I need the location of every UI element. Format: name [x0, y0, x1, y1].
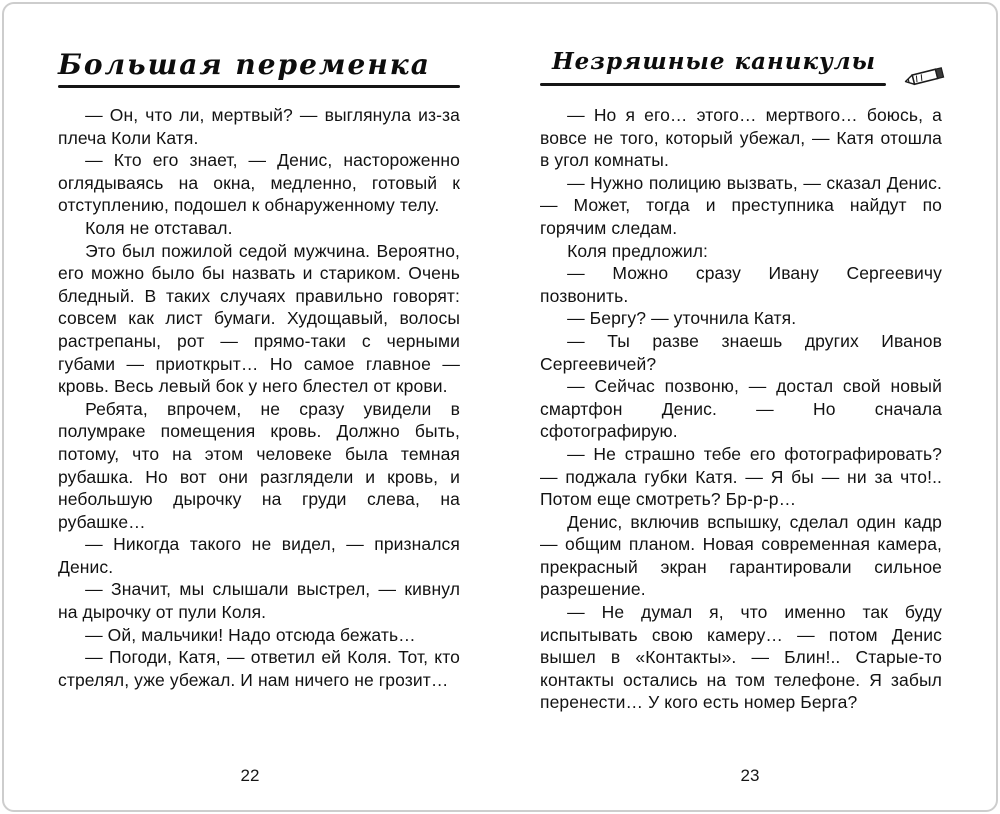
left-page-text [58, 104, 460, 691]
paragraph: — Никогда такого не видел, — признался Денис. [58, 534, 460, 577]
paragraph: — Но я его… этого… мертвого… боюсь, а вовсе не того, который убежал, — Катя отошла в угол комнаты. [540, 105, 942, 171]
paragraph: — Ты разве знаешь других Иванов Сергеевичей? [540, 330, 942, 374]
paragraph: — Ой, мальчики! Надо отсюда бежать… [85, 624, 416, 645]
left-page-number: 22 [240, 766, 260, 785]
paragraph: Денис, включив вспышку, сделал один кадр — общим планом. Новая современная камера, прекрасный экран гарантировали сильное разрешение. [540, 511, 942, 600]
paragraph: — Погоди, Катя, — ответил ей Коля. Тот, кто стрелял, уже убежал. И нам ничего не грозит… [58, 647, 460, 690]
right-page [500, 0, 1000, 814]
right-running-head [540, 48, 942, 90]
paragraph: Коля не отставал. [85, 217, 233, 238]
pencil-icon [902, 64, 948, 90]
right-page-number: 23 [740, 766, 760, 785]
paragraph: Ребята, впрочем, не сразу увидели в полумраке помещения кровь. Должно быть, потому, что на этом человеке была темная рубашка. Но вот они разглядели и кровь, и небольшую дырочку на груди слева, на рубашке… [58, 398, 460, 532]
paragraph: — Сейчас позвоню, — достал свой новый смартфон Денис. — Но сначала сфотографирую. [540, 376, 942, 442]
paragraph: — Кто его знает, — Денис, настороженно оглядываясь на окна, медленно, готовый к отступлению, подошел к обнаруженному телу. [58, 150, 460, 216]
paragraph: — Можно сразу Ивану Сергеевичу позвонить. [540, 263, 942, 306]
paragraph: — Не страшно тебе его фотографировать? — поджала губки Катя. — Я бы — ни за что!.. Потом еще смотреть? Бр-р-р… [540, 443, 942, 510]
left-page-title: Большая переменка [58, 48, 431, 81]
left-running-head [58, 48, 460, 90]
paragraph: — Бергу? — уточнила Катя. [567, 308, 797, 329]
paragraph: Это был пожилой седой мужчина. Вероятно, его можно было бы назвать и стариком. Очень бледный. В таких случаях правильно говорят: совсем как лист бумаги. Худощавый, волосы растрепаны, рот — прямо-таки с черными губами — приоткрыт… Но самое главное — кровь. Весь левый бок у него блестел от крови. [58, 240, 460, 397]
paragraph: — Нужно полицию вызвать, — сказал Денис. — Может, тогда и преступника найдут по горячим следам. [540, 172, 942, 238]
paragraph: Коля предложил: [567, 240, 708, 261]
paragraph: — Значит, мы слышали выстрел, — кивнул на дырочку от пули Коля. [58, 579, 460, 623]
right-page-text [540, 104, 942, 714]
paragraph: — Не думал я, что именно так буду испытывать свою камеру… — потом Денис вышел в «Контакты». — Блин!.. Старые-то контакты остались на том телефоне. Я забыл перенести… У кого есть номер Берга? [540, 602, 942, 713]
right-page-title: Незряшные каникулы [551, 48, 877, 75]
paragraph: — Он, что ли, мертвый? — выглянула из-за плеча Коли Катя. [58, 105, 460, 148]
